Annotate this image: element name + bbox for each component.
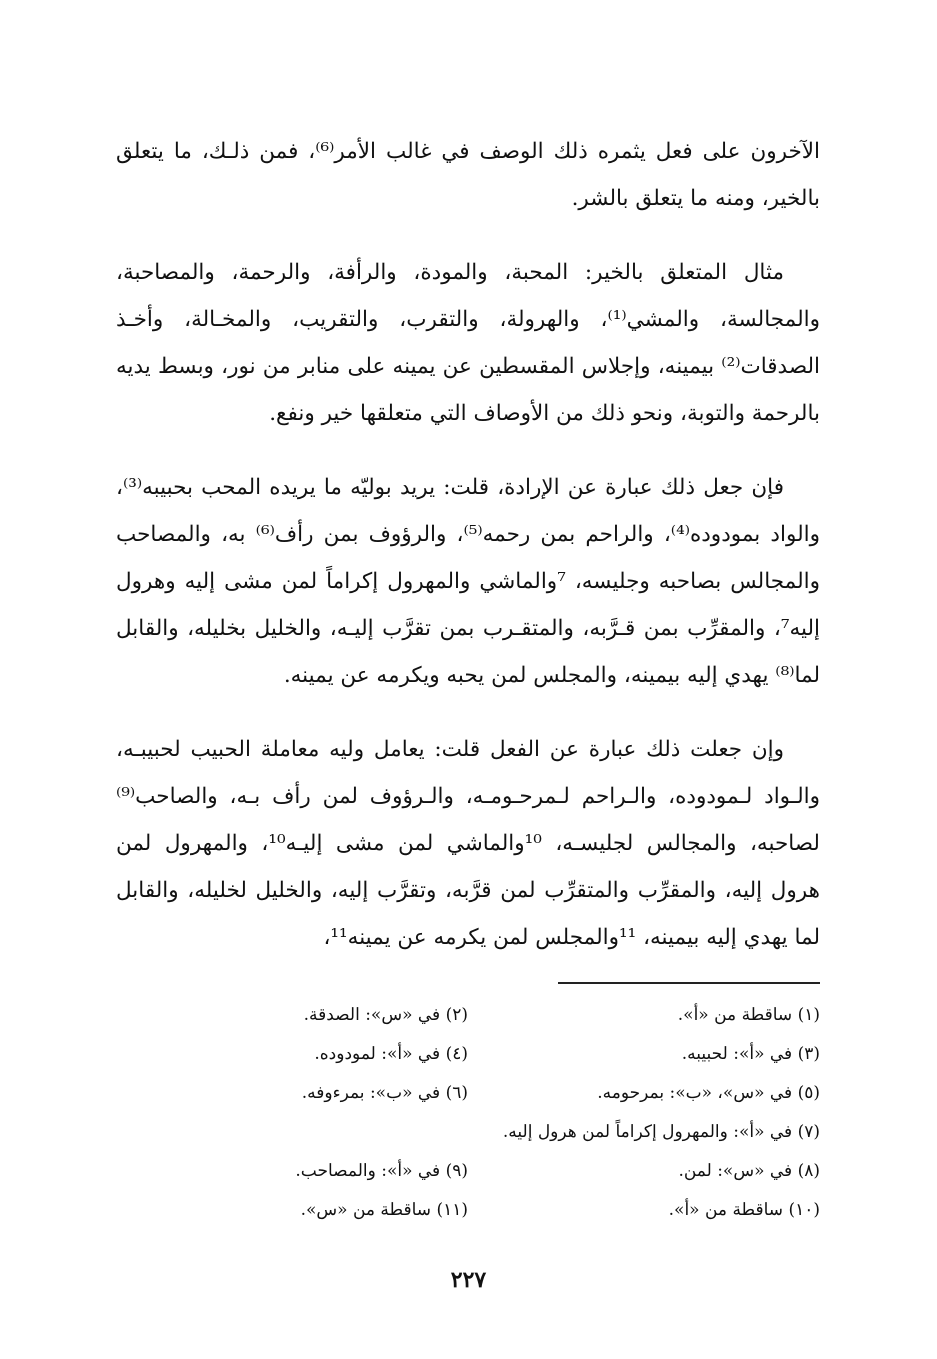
- footnote-6: (٦) في «ب»: بمرءوفه.: [301, 1083, 468, 1103]
- footnote-row: [116, 1115, 820, 1154]
- footnote-11: (١١) ساقطة من «س».: [300, 1200, 468, 1220]
- footnote-4: (٤) في «أ»: لمودوده.: [314, 1044, 468, 1064]
- main-text: [116, 128, 820, 988]
- page-number: ٢٢٧: [450, 1267, 487, 1293]
- paragraph-2: مثال المتعلق بالخير: المحبة، والمودة، والرأفة، والرحمة، والمصاحبة، والمجالسة، والمشي⁽¹⁾، والهرولة، والتقرب، والتقريب، والمخـالة، وأخـذ الصدقات⁽²⁾ بيمينه، وإجلاس المقسطين عن يمينه على منابر من نور، وبسط يديه بالرحمة والتوبة، ونحو ذلك من الأوصاف التي متعلقها خير ونفع.: [116, 260, 821, 426]
- paragraph-4: وإن جعلت ذلك عبارة عن الفعل قلت: يعامل وليه معاملة الحبيب لحبيبـه، والـواد لـمودوده، والـراحم لـمرحـومـه، والـرؤوف لمن رأف بـه، والصاحب⁽⁹⁾ لصاحبه، والمجالس لجليسـه، ¹⁰والماشي لمن مشى إليـه¹⁰، والمهرول لمن هرول إليه، والمقرِّب والمتقرِّب لمن قرَّبه، وتقرَّب إليه، والخليل لخليله، والقابل لما يهدي إليه بيمينه، ¹¹والمجلس لمن يكرمه عن يمينه¹¹،: [116, 737, 820, 950]
- footnote-7: (٧) في «أ»: والمهرول إكراماً لمن هرول إليه.: [502, 1122, 820, 1142]
- footnote-row: [116, 1154, 820, 1193]
- footnote-row: [116, 998, 820, 1037]
- footnote-8: (٨) في «س»: لمن.: [678, 1161, 820, 1181]
- footnote-row: [116, 1037, 820, 1076]
- footnote-divider: [558, 982, 820, 984]
- footnote-2: (٢) في «س»: الصدقة.: [303, 1005, 468, 1025]
- footnote-10: (١٠) ساقطة من «أ».: [668, 1200, 820, 1220]
- footnote-3: (٣) في «أ»: لحبيبه.: [681, 1044, 820, 1064]
- paragraph-1: الآخرون على فعل يثمره ذلك الوصف في غالب الأمر⁽⁶⁾، فمن ذلـك، ما يتعلق بالخير، ومنه ما يتعلق بالشر.: [116, 139, 821, 211]
- footnotes: [116, 998, 820, 1232]
- footnote-row: [116, 1076, 820, 1115]
- footnote-1: (١) ساقطة من «أ».: [677, 1005, 820, 1025]
- footnote-9: (٩) في «أ»: والمصاحب.: [295, 1161, 468, 1181]
- paragraph-3: فإن جعل ذلك عبارة عن الإرادة، قلت: يريد بوليّه ما يريده المحب بحبيبه⁽³⁾، والواد بمودوده⁽⁴⁾، والراحم بمن رحمه⁽⁵⁾، والرؤوف بمن رأف⁽⁶⁾ به، والمصاحب والمجالس بصاحبه وجليسه، ⁷والماشي والمهرول إكراماً لمن مشى إليه وهرول إليه⁷، والمقرِّب بمن قـرَّبه، والمتقـرب بمن تقرَّب إليـه، والخليل بخليله، والقابل لما⁽⁸⁾ يهدي إليه بيمينه، والمجلس لمن يحبه ويكرمه عن يمينه.: [116, 475, 820, 688]
- footnote-row: [116, 1193, 820, 1232]
- footnote-5: (٥) في «س»، «ب»: بمرحومه.: [597, 1083, 820, 1103]
